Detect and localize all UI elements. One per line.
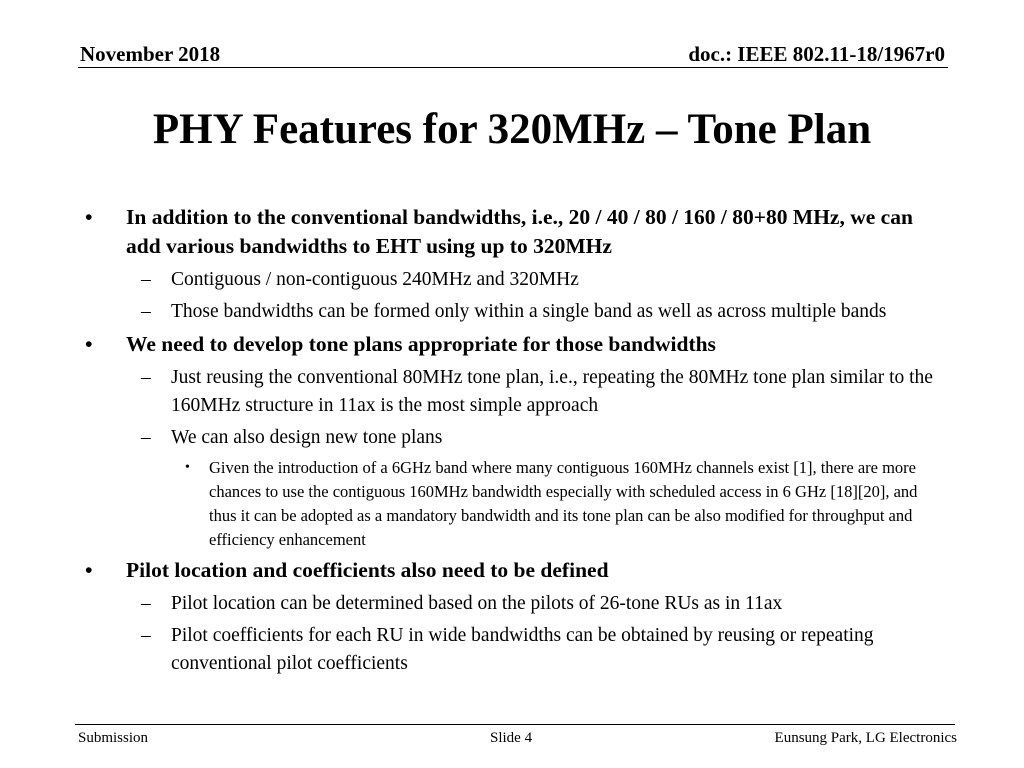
- sub-bullet-1-1: [85, 266, 945, 294]
- sub-bullet-2-1: [85, 364, 945, 420]
- bullet-marker: •: [185, 460, 190, 475]
- slide-title: PHY Features for 320MHz – Tone Plan: [152, 106, 872, 153]
- dash-marker: –: [141, 625, 151, 646]
- bullet-1: [85, 203, 945, 261]
- bullet-3: [85, 556, 945, 585]
- footer-rule: [75, 724, 955, 725]
- sub-bullet-1-1-text: Contiguous / non-contiguous 240MHz and 320MHz: [171, 269, 579, 290]
- sub-bullet-3-2: [85, 622, 945, 678]
- slide-body: [85, 203, 945, 682]
- sub-sub-bullet-2-2-1-text: Given the introduction of a 6GHz band where many contiguous 160MHz channels exist [1], there are more chances to use the contiguous 160MHz bandwidth especially with scheduled access in 6 GHz [18][20], and thus it can be adopted as a mandatory bandwidth and its tone plan can be also modified for throughput and efficiency enhancement: [209, 458, 918, 549]
- dash-marker: –: [141, 269, 151, 290]
- sub-bullet-2-2-text: We can also design new tone plans: [171, 427, 443, 448]
- footer-author: Eunsung Park, LG Electronics: [774, 730, 957, 746]
- bullet-marker: •: [85, 558, 93, 582]
- header-rule: [78, 67, 948, 68]
- bullet-1-text: In addition to the conventional bandwidths, i.e., 20 / 40 / 80 / 160 / 80+80 MHz, we can add various bandwidths to EHT using up to 320MHz: [126, 205, 913, 258]
- bullet-3-text: Pilot location and coefficients also need to be defined: [126, 558, 609, 582]
- bullet-2-text: We need to develop tone plans appropriate for those bandwidths: [126, 332, 716, 356]
- sub-bullet-2-2: [85, 424, 945, 452]
- sub-bullet-1-2: [85, 298, 945, 326]
- sub-bullet-3-2-text: Pilot coefficients for each RU in wide bandwidths can be obtained by reusing or repeating conventional pilot coefficients: [171, 625, 874, 674]
- sub-sub-bullet-2-2-1: [85, 456, 945, 552]
- dash-marker: –: [141, 427, 151, 448]
- dash-marker: –: [141, 367, 151, 388]
- footer-slide-number: Slide 4: [490, 730, 533, 746]
- sub-bullet-3-1-text: Pilot location can be determined based on the pilots of 26-tone RUs as in 11ax: [171, 593, 783, 614]
- dash-marker: –: [141, 593, 151, 614]
- header-date: November 2018: [80, 42, 221, 66]
- header-doc-id: doc.: IEEE 802.11-18/1967r0: [688, 42, 945, 66]
- sub-bullet-1-2-text: Those bandwidths can be formed only within a single band as well as across multiple bands: [171, 301, 887, 322]
- bullet-marker: •: [85, 332, 93, 356]
- bullet-2: [85, 330, 945, 359]
- footer-submission: Submission: [78, 730, 149, 746]
- sub-bullet-3-1: [85, 590, 945, 618]
- dash-marker: –: [141, 301, 151, 322]
- bullet-marker: •: [85, 205, 93, 229]
- sub-bullet-2-1-text: Just reusing the conventional 80MHz tone plan, i.e., repeating the 80MHz tone plan similar to the 160MHz structure in 11ax is the most simple approach: [171, 367, 933, 416]
